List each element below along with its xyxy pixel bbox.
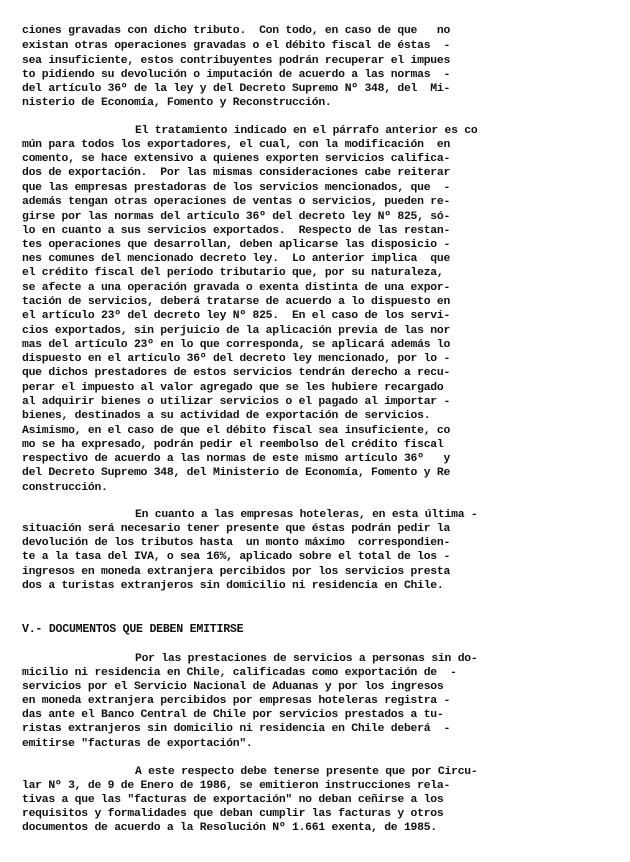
text-line: lo en cuanto a sus servicios exportados. Respecto de las restan- bbox=[22, 225, 451, 237]
text-line: que las empresas prestadoras de los servicios mencionados, que - bbox=[22, 182, 451, 194]
text-line: además tengan otras operaciones de ventas o servicios, pueden re- bbox=[22, 196, 451, 208]
text-line: tivas a que las "facturas de exportación" no deban ceñirse a los bbox=[22, 794, 444, 806]
text-line: que dichos prestadores de estos servicios tendrán derecho a recu- bbox=[22, 367, 451, 379]
text-line: micilio ni residencia en Chile, calificadas como exportación de - bbox=[22, 667, 457, 679]
text-line: dos de exportación. Por las mismas consideraciones cabe reiterar bbox=[22, 167, 451, 179]
text-line: respectivo de acuerdo a las normas de este mismo artículo 36º y bbox=[22, 453, 451, 465]
text-line: requisitos y formalidades que deban cumplir las facturas y otros bbox=[22, 808, 444, 820]
text-line: to pidiendo su devolución o imputación de acuerdo a las normas - bbox=[22, 69, 451, 81]
text-line: en moneda extranjera percibidos por empresas hoteleras registra - bbox=[22, 695, 451, 707]
text-line: das ante el Banco Central de Chile por servicios prestados a tu- bbox=[22, 709, 444, 721]
text-line: se afecte a una operación gravada o exenta distinta de una expor- bbox=[22, 282, 451, 294]
text-line: el crédito fiscal del período tributario que, por su naturaleza, bbox=[22, 267, 444, 279]
text-line: lar Nº 3, de 9 de Enero de 1986, se emitieron instrucciones rela- bbox=[22, 780, 451, 792]
text-line: documentos de acuerdo a la Resolución Nº 1.661 exenta, de 1985. bbox=[22, 822, 437, 834]
text-line: te a la tasa del IVA, o sea 16%, aplicado sobre el total de los - bbox=[22, 551, 451, 563]
text-line: servicios por el Servicio Nacional de Aduanas y por los ingresos bbox=[22, 681, 444, 693]
text-line: devolución de los tributos hasta un monto máximo correspondien- bbox=[22, 537, 451, 549]
text-line: existan otras operaciones gravadas o el débito fiscal de éstas - bbox=[22, 40, 451, 52]
text-line: mas del artículo 23º en lo que corresponda, se aplicará además lo bbox=[22, 339, 451, 351]
text-line: el artículo 23º del decreto ley Nº 825. En el caso de los servi- bbox=[22, 310, 451, 322]
text-line: perar el impuesto al valor agregado que se les hubiere recargado bbox=[22, 382, 444, 394]
text-line: nisterio de Economía, Fomento y Reconstrucción. bbox=[22, 97, 332, 109]
text-line: mo se ha expresado, podrán pedir el reembolso del crédito fiscal bbox=[22, 439, 444, 451]
text-line: emitirse "facturas de exportación". bbox=[22, 738, 253, 750]
text-line: dispuesto en el artículo 36º del decreto ley mencionado, por lo - bbox=[22, 353, 451, 365]
text-line: ristas extranjeros sin domicilio ni residencia en Chile deberá - bbox=[22, 723, 451, 735]
text-line: sea insuficiente, estos contribuyentes podrán recuperar el impues bbox=[22, 55, 451, 67]
text-line: El tratamiento indicado en el párrafo anterior es co bbox=[135, 125, 478, 137]
text-line: Por las prestaciones de servicios a personas sin do- bbox=[135, 653, 478, 665]
text-line: nes comunes del mencionado decreto ley. Lo anterior implica que bbox=[22, 253, 451, 265]
text-line: cios exportados, sin perjuicio de la aplicación previa de las nor bbox=[22, 325, 451, 337]
text-line: girse por las normas del artículo 36º del decreto ley Nº 825, só- bbox=[22, 211, 451, 223]
text-line: construcción. bbox=[22, 482, 108, 494]
text-line: bienes, destinados a su actividad de exportación de servicios. bbox=[22, 410, 431, 422]
text-line: comento, se hace extensivo a quienes exporten servicios califica- bbox=[22, 153, 451, 165]
text-line: ciones gravadas con dicho tributo. Con todo, en caso de que no bbox=[22, 25, 451, 37]
text-line: del artículo 36º de la ley y del Decreto Supremo Nº 348, del Mi- bbox=[22, 83, 451, 95]
text-line: tes operaciones que desarrollan, deben aplicarse las disposicio - bbox=[22, 239, 451, 251]
text-line: tación de servicios, deberá tratarse de acuerdo a lo dispuesto en bbox=[22, 296, 451, 308]
text-line: mún para todos los exportadores, el cual, con la modificación en bbox=[22, 139, 451, 151]
text-line: ingresos en moneda extranjera percibidos por los servicios presta bbox=[22, 566, 451, 578]
text-line: al adquirir bienes o utilizar servicios o el pagado al importar - bbox=[22, 396, 451, 408]
text-line: del Decreto Supremo 348, del Ministerio de Economía, Fomento y Re bbox=[22, 467, 451, 479]
section-heading: V.- DOCUMENTOS QUE DEBEN EMITIRSE bbox=[22, 623, 244, 636]
text-line: Asimismo, en el caso de que el débito fiscal sea insuficiente, co bbox=[22, 425, 451, 437]
text-line: En cuanto a las empresas hoteleras, en esta última - bbox=[135, 509, 478, 521]
text-line: dos a turistas extranjeros sin domicilio ni residencia en Chile. bbox=[22, 580, 444, 592]
text-line: A este respecto debe tenerse presente que por Circu- bbox=[135, 766, 478, 778]
text-line: situación será necesario tener presente que éstas podrán pedir la bbox=[22, 523, 451, 535]
